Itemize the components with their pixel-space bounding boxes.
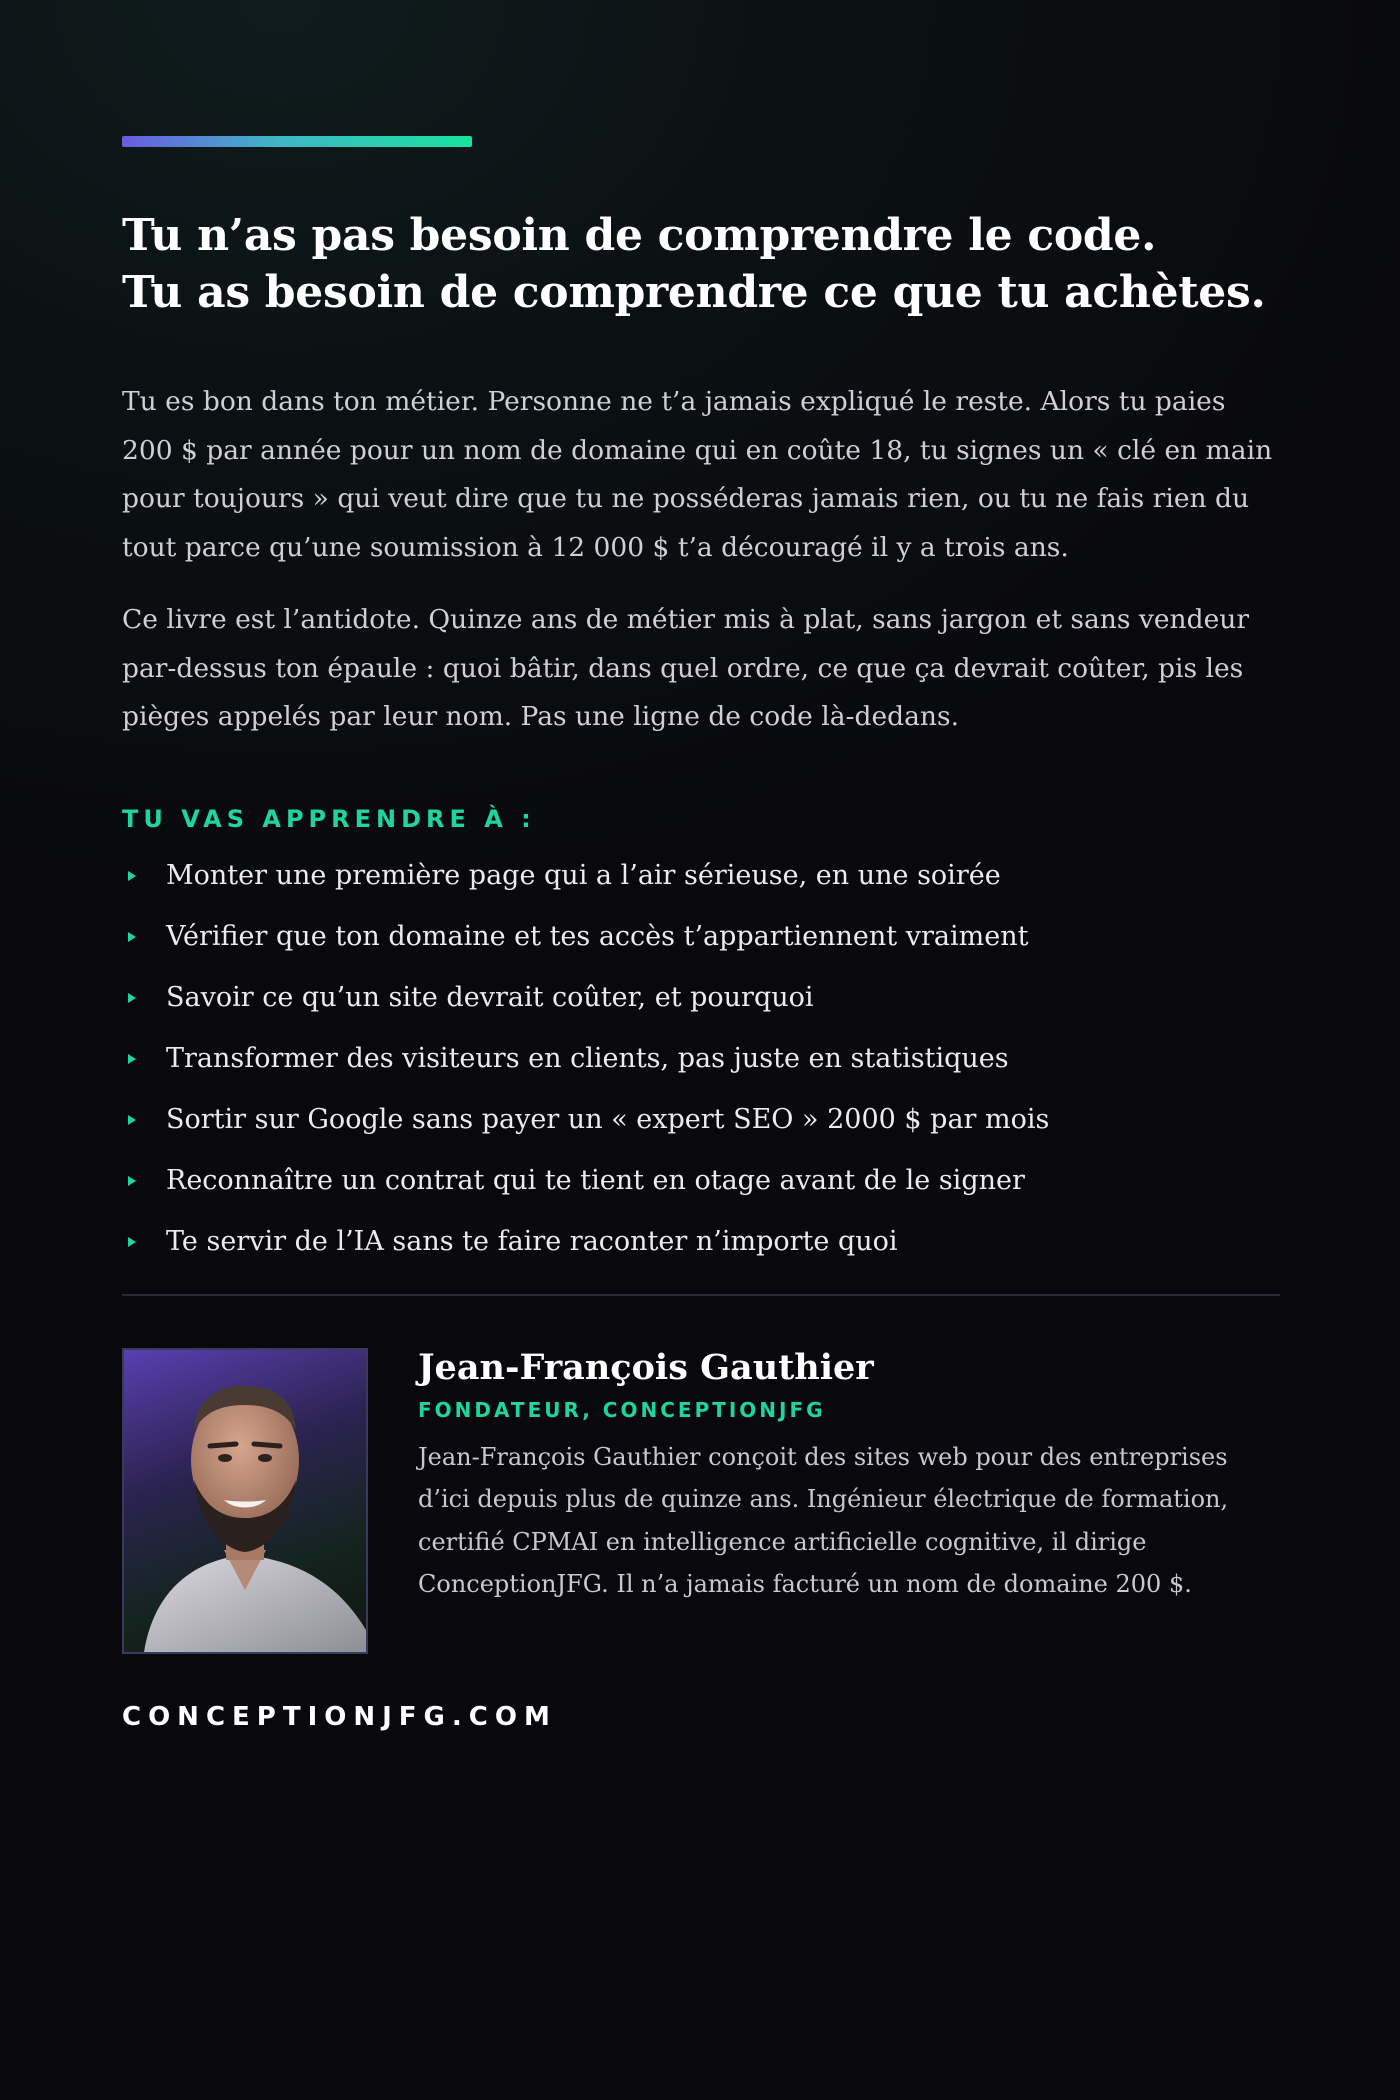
author-role: FONDATEUR, CONCEPTIONJFG: [418, 1397, 826, 1422]
accent-gradient-bar: [122, 136, 472, 147]
list-item: [122, 845, 1282, 906]
triangle-bullet-icon: [128, 1237, 136, 1247]
website-url: CONCEPTIONJFG.COM: [122, 1701, 557, 1732]
list-item-text: Sortir sur Google sans payer un « expert SEO » 2000 $ par mois: [166, 1103, 1050, 1135]
person-portrait-icon: [124, 1350, 366, 1652]
author-name: Jean-François Gauthier: [418, 1346, 874, 1388]
intro-text: [122, 378, 1282, 742]
intro-paragraph-1: Tu es bon dans ton métier. Personne ne t’a jamais expliqué le reste. Alors tu paies 200 $ par année pour un nom de domaine qui en coûte 18, tu signes un « clé en main pour toujours » qui veut dire que tu ne posséderas jamais rien, ou tu ne fais rien du tout parce qu’une soumission à 12 000 $ t’a découragé il y a trois ans.: [122, 386, 1273, 563]
list-item: [122, 967, 1282, 1028]
list-item-text: Monter une première page qui a l’air sérieuse, en une soirée: [166, 859, 1001, 891]
author-bio: Jean-François Gauthier conçoit des sites web pour des entreprises d’ici depuis plus de quinze ans. Ingénieur électrique de formation, certifié CPMAI en intelligence artificielle cognitive, il dirige ConceptionJFG. Il n’a jamais facturé un nom de domaine 200 $.: [418, 1442, 1229, 1598]
list-item-text: Vérifier que ton domaine et tes accès t’appartiennent vraiment: [166, 920, 1029, 952]
section-divider: [122, 1294, 1280, 1296]
list-item-text: Savoir ce qu’un site devrait coûter, et pourquoi: [166, 981, 814, 1013]
author-info: [418, 1348, 1268, 1606]
list-item: [122, 1028, 1282, 1089]
triangle-bullet-icon: [128, 932, 136, 942]
headline-line-2: Tu as besoin de comprendre ce que tu achètes.: [122, 267, 1266, 318]
triangle-bullet-icon: [128, 871, 136, 881]
headline-line-1: Tu n’as pas besoin de comprendre le code.: [122, 210, 1157, 261]
headline: [122, 207, 1282, 321]
list-item-text: Reconnaître un contrat qui te tient en otage avant de le signer: [166, 1164, 1025, 1196]
list-item-text: Te servir de l’IA sans te faire raconter n’importe quoi: [166, 1225, 898, 1257]
back-cover: [122, 136, 1282, 1732]
triangle-bullet-icon: [128, 1115, 136, 1125]
list-item-text: Transformer des visiteurs en clients, pas juste en statistiques: [166, 1042, 1009, 1074]
list-item: [122, 1150, 1282, 1211]
learn-heading: TU VAS APPRENDRE À :: [122, 804, 536, 833]
intro-paragraph-2: Ce livre est l’antidote. Quinze ans de métier mis à plat, sans jargon et sans vendeur par-dessus ton épaule : quoi bâtir, dans quel ordre, ce que ça devrait coûter, pis les pièges appelés par leur nom. Pas une ligne de code là-dedans.: [122, 604, 1250, 732]
author-section: [122, 1348, 1282, 1654]
list-item: [122, 1211, 1282, 1272]
triangle-bullet-icon: [128, 1054, 136, 1064]
list-item: [122, 906, 1282, 967]
list-item: [122, 1089, 1282, 1150]
triangle-bullet-icon: [128, 1176, 136, 1186]
author-portrait: [122, 1348, 368, 1654]
learn-list: [122, 845, 1282, 1272]
triangle-bullet-icon: [128, 993, 136, 1003]
